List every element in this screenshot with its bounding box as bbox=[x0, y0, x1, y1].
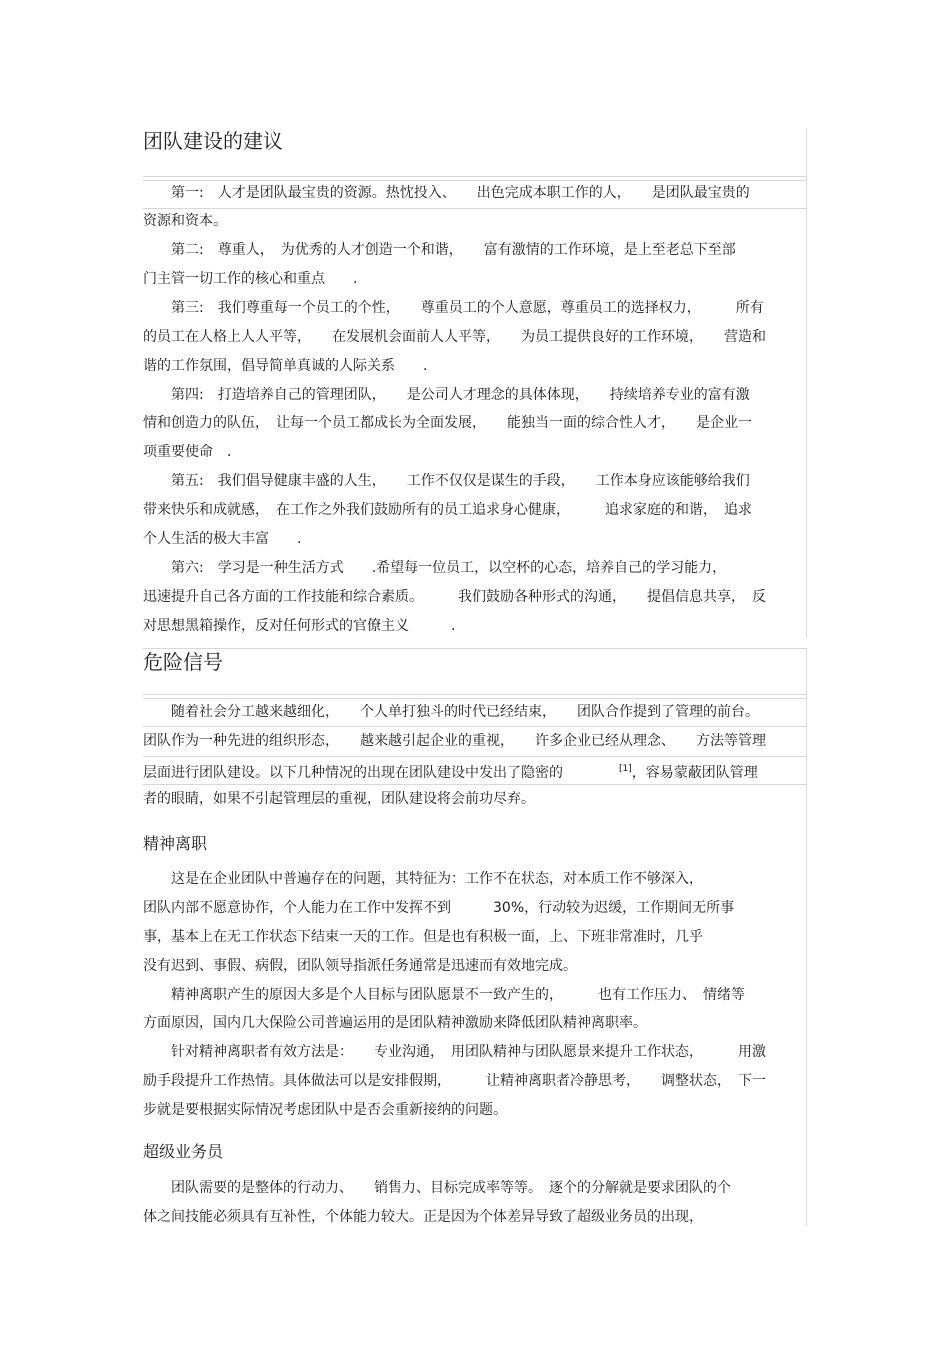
paragraph-line: 体之间技能必须具有互补性，个体能力较大。正是因为个体差异导致了超级业务员的出现， bbox=[143, 1209, 703, 1225]
subsection-title: 精神离职 bbox=[143, 834, 208, 853]
table-rule bbox=[143, 698, 806, 699]
paragraph-line: 个人生活的极大丰富 . bbox=[143, 531, 302, 547]
paragraph-line: 对思想黑箱操作，反对任何形式的官僚主义 . bbox=[143, 618, 456, 634]
paragraph-line: 的员工在人格上人人平等， 在发展机会面前人人平等， 为员工提供良好的工作环境， 营造和 bbox=[143, 329, 766, 345]
paragraph-line: 步就是要根据实际情况考虑团队中是否会重新接纳的问题。 bbox=[143, 1102, 507, 1118]
paragraph-line: 项重要使命 . bbox=[143, 444, 232, 460]
paragraph-line: 团队作为一种先进的组织形态， 越来越引起企业的重视， 许多企业已经从理念、 方法等管理 bbox=[143, 733, 766, 749]
paragraph-line: 者的眼睛，如果不引起管理层的重视，团队建设将会前功尽弃。 bbox=[143, 791, 535, 807]
paragraph-line: 谐的工作氛围，倡导简单真诚的人际关系 . bbox=[143, 358, 428, 374]
table-rule bbox=[143, 784, 806, 785]
paragraph-line: 门主管一切工作的核心和重点 . bbox=[143, 271, 358, 287]
paragraph-line: 第三: 我们尊重每一个员工的个性， 尊重员工的个人意愿，尊重员工的选择权力， 所有 bbox=[143, 300, 764, 316]
table-rule bbox=[143, 726, 806, 727]
paragraph-line: 精神离职产生的原因大多是个人目标与团队愿景不一致产生的， 也有工作压力、 情绪等 bbox=[143, 987, 745, 1003]
paragraph-line: 第六: 学习是一种生活方式 .希望每一位员工，以空杯的心态，培养自己的学习能力， bbox=[143, 560, 727, 576]
paragraph-line: 资源和资本。 bbox=[143, 213, 227, 229]
paragraph-line: 迅速提升自己各方面的工作技能和综合素质。 我们鼓励各种形式的沟通， 提倡信息共享， 反 bbox=[143, 589, 766, 605]
section-title: 危险信号 bbox=[143, 650, 223, 674]
paragraph-line: 这是在企业团队中普遍存在的问题，其特征为：工作不在状态，对本质工作不够深入， bbox=[143, 871, 703, 887]
paragraph-line: 第五: 我们倡导健康丰盛的人生， 工作不仅仅是谋生的手段， 工作本身应该能够给我们 bbox=[143, 473, 750, 489]
table-rule bbox=[143, 176, 806, 177]
paragraph-line: 情和创造力的队伍， 让每一个员工都成长为全面发展， 能独当一面的综合性人才， 是企业一 bbox=[143, 415, 752, 431]
paragraph-line bbox=[143, 759, 758, 783]
paragraph-line: 方面原因，国内几大保险公司普遍运用的是团队精神激励来降低团队精神离职率。 bbox=[143, 1015, 647, 1031]
table-rule bbox=[143, 208, 806, 209]
table-rule bbox=[143, 180, 806, 181]
paragraph-line: 带来快乐和成就感， 在工作之外我们鼓励所有的员工追求身心健康， 追求家庭的和谐， 追求 bbox=[143, 502, 752, 518]
paragraph-line: 针对精神离职者有效方法是： 专业沟通， 用团队精神与团队愿景来提升工作状态， 用激 bbox=[143, 1044, 766, 1060]
paragraph-line: 没有迟到、事假、病假，团队领导指派任务通常是迅速而有效地完成。 bbox=[143, 958, 577, 974]
paragraph-line: 第二: 尊重人， 为优秀的人才创造一个和谐， 富有激情的工作环境，是上至老总下至部 bbox=[143, 242, 736, 258]
table-border-right bbox=[806, 648, 807, 1226]
paragraph-line: 励手段提升工作热情。具体做法可以是安排假期， 让精神离职者冷静思考， 调整状态， 下一 bbox=[143, 1073, 766, 1089]
paragraph-line: 第一: 人才是团队最宝贵的资源。热忱投入、 出色完成本职工作的人， 是团队最宝贵的 bbox=[143, 185, 750, 201]
line-text: 层面进行团队建设。以下几种情况的出现在团队建设中发出了隐密的 bbox=[143, 765, 619, 781]
paragraph-line: 团队内部不愿意协作，个人能力在工作中发挥不到 30%，行动较为迟缓，工作期间无所事 bbox=[143, 900, 735, 916]
table-rule bbox=[143, 756, 806, 757]
table-rule bbox=[143, 648, 806, 649]
footnote-reference[interactable]: [1] bbox=[619, 764, 632, 774]
paragraph-line: 第四: 打造培养自己的管理团队， 是公司人才理念的具体体现， 持续培养专业的富有激 bbox=[143, 387, 750, 403]
table-border-right bbox=[806, 128, 807, 638]
section-title: 团队建设的建议 bbox=[143, 129, 283, 153]
paragraph-line: 随着社会分工越来越细化， 个人单打独斗的时代已经结束， 团队合作提到了管理的前台。 bbox=[143, 704, 759, 720]
line-text: ，容易蒙蔽团队管理 bbox=[631, 765, 758, 781]
paragraph-line: 事，基本上在无工作状态下结束一天的工作。但是也有积极一面，上、下班非常准时，几乎 bbox=[143, 929, 703, 945]
subsection-title: 超级业务员 bbox=[143, 1142, 224, 1161]
table-rule bbox=[143, 694, 806, 695]
paragraph-line: 团队需要的是整体的行动力、 销售力、目标完成率等等。 逐个的分解就是要求团队的个 bbox=[143, 1180, 731, 1196]
